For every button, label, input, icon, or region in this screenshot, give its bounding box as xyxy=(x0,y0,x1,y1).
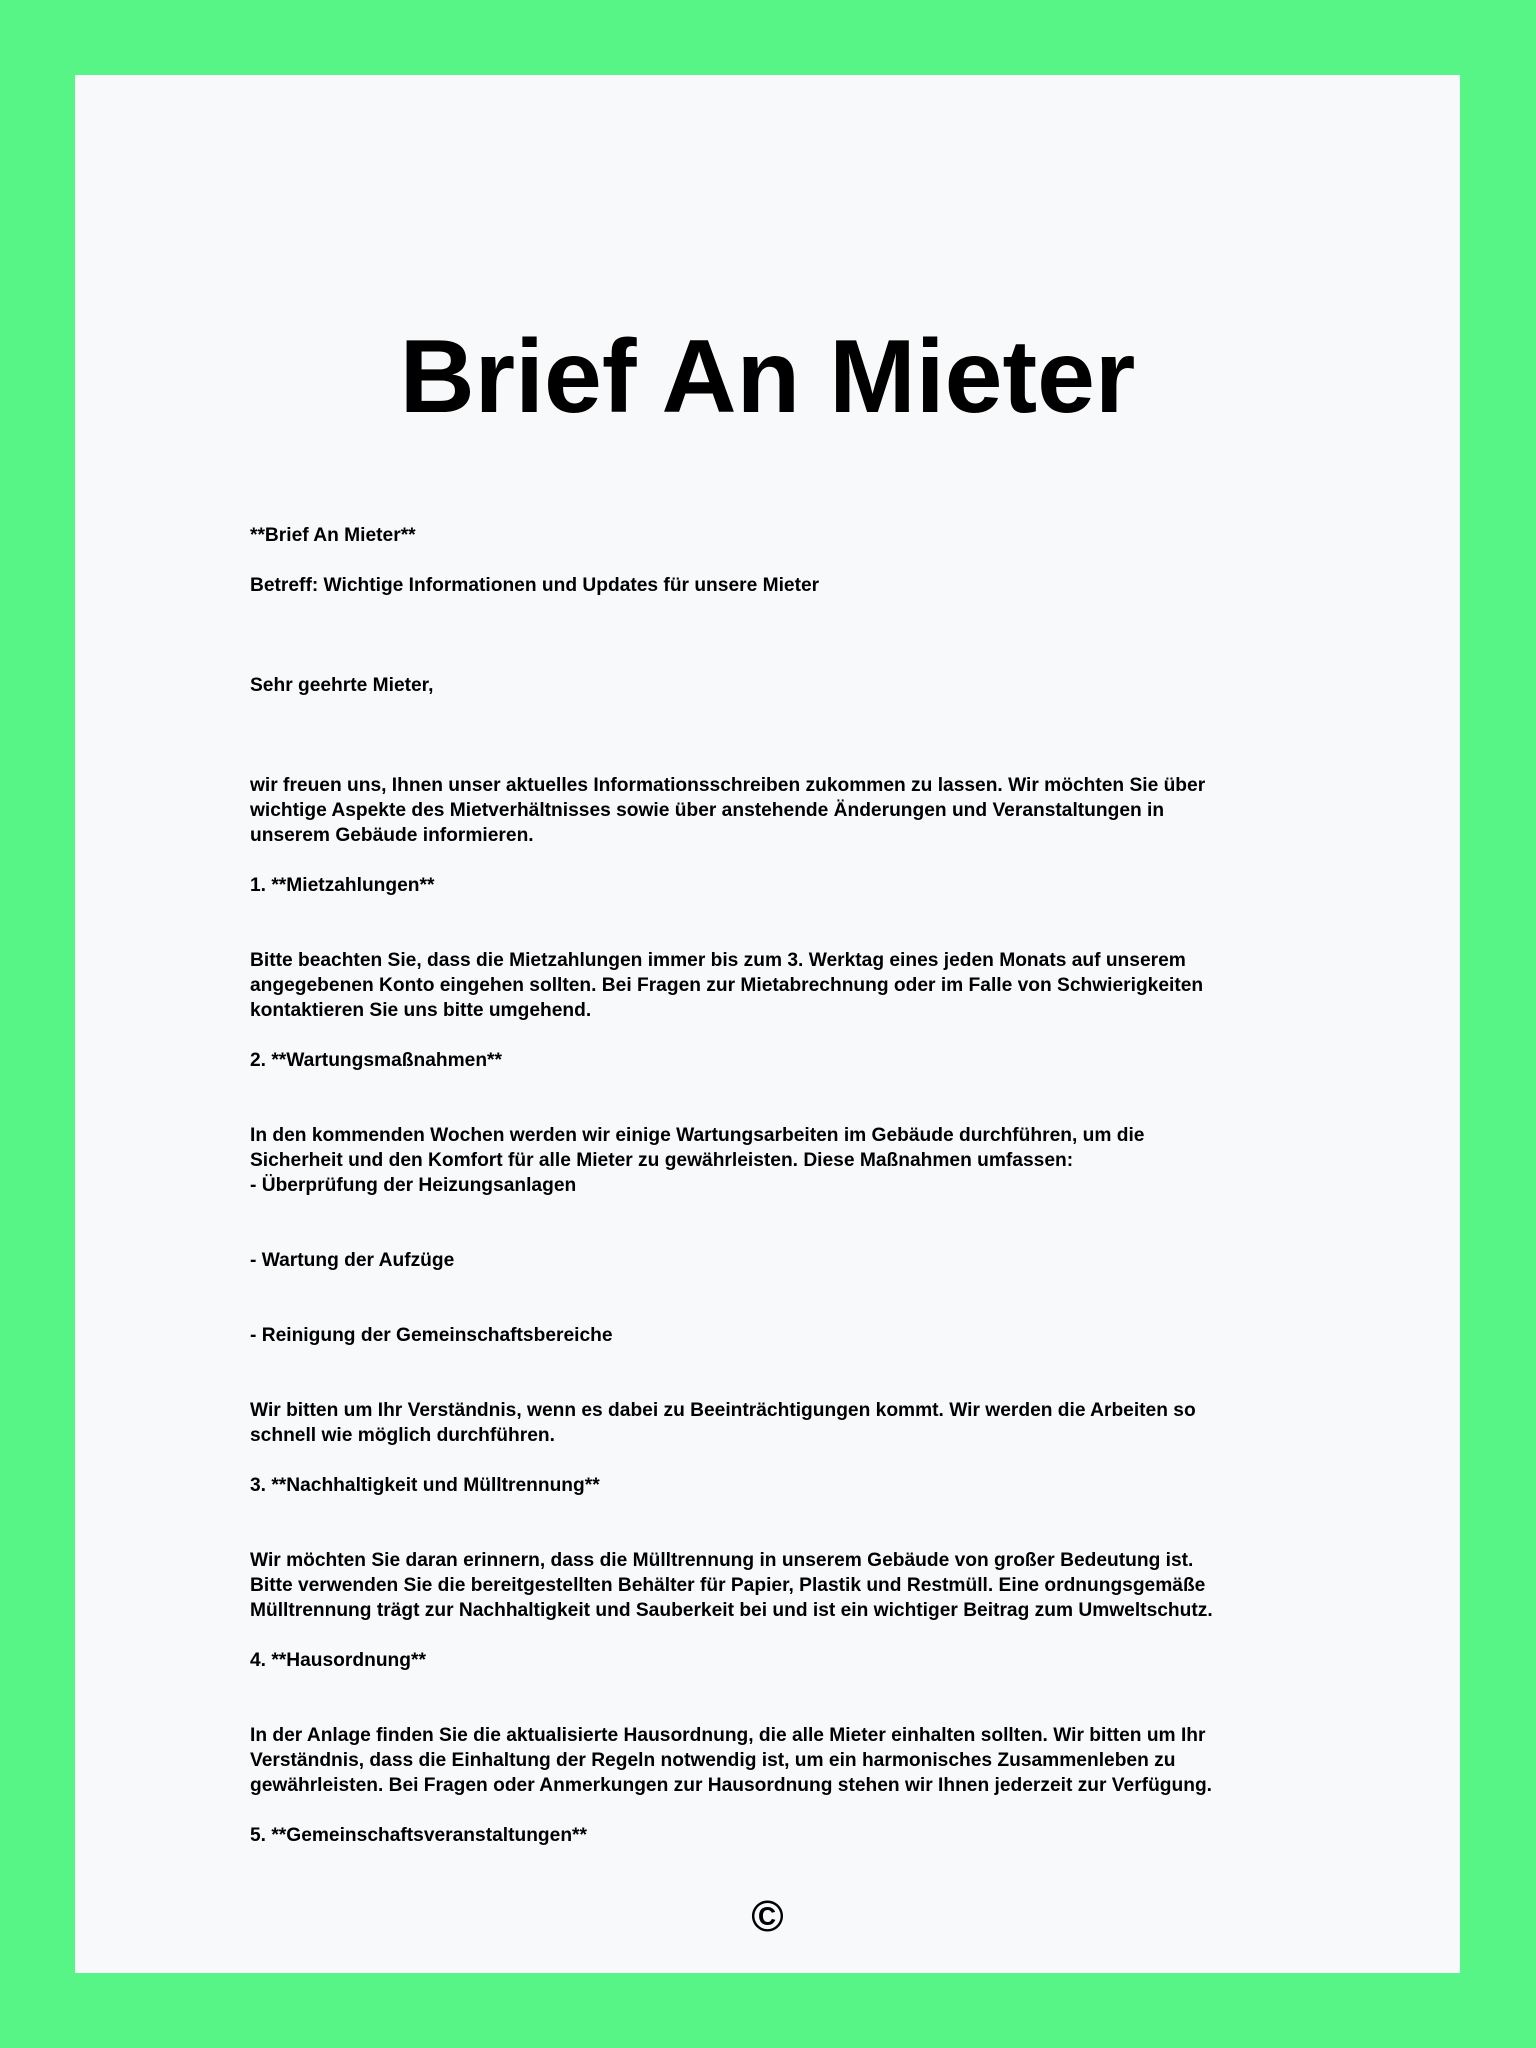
section-paragraph-hausordnung: In der Anlage finden Sie die aktualisierte Hausordnung, die alle Mieter einhalten sollten. Wir bitten um Ihr Verständnis, dass die Einhaltung der Regeln notwendig ist, um ein harmonisches Zusammenleben zu gewährleisten. Bei Fragen oder Anmerkungen zur Hausordnung stehen wir Ihnen jederzeit zur Verfügung. xyxy=(250,1725,1213,1796)
section-heading-mietzahlungen: 1. **Mietzahlungen** xyxy=(250,875,435,896)
intro-paragraph: wir freuen uns, Ihnen unser aktuelles Informationsschreiben zukommen zu lassen. Wir möchten Sie über wichtige Aspekte des Mietverhältnisses sowie über anstehende Änderungen und Veranstaltungen in unserem Gebäude informieren. xyxy=(250,775,1206,846)
letter-page xyxy=(75,75,1460,1973)
section-heading-veranstaltungen: 5. **Gemeinschaftsveranstaltungen** xyxy=(250,1825,587,1846)
section-paragraph-mietzahlungen: Bitte beachten Sie, dass die Mietzahlungen immer bis zum 3. Werktag eines jeden Monats auf unserem angegebenen Konto eingehen sollten. Bei Fragen zur Mietabrechnung oder im Falle von Schwierigkeiten kontaktieren Sie uns bitte umgehend. xyxy=(250,950,1204,1021)
letter-heading: **Brief An Mieter** xyxy=(250,525,416,546)
letter-subject: Betreff: Wichtige Informationen und Updates für unsere Mieter xyxy=(250,575,820,596)
section-paragraph-wartung: In den kommenden Wochen werden wir einige Wartungsarbeiten im Gebäude durchführen, um die Sicherheit und den Komfort für alle Mieter zu gewährleisten. Diese Maßnahmen umfassen: - Überprüfung der Heizungsanlagen xyxy=(250,1123,1290,1198)
section-closing-wartung: Wir bitten um Ihr Verständnis, wenn es dabei zu Beeinträchtigungen kommt. Wir werden die Arbeiten so schnell wie möglich durchführen. xyxy=(250,1400,1196,1446)
section-heading-hausordnung: 4. **Hausordnung** xyxy=(250,1650,426,1671)
list-item: - Überprüfung der Heizungsanlagen xyxy=(250,1175,577,1196)
letter-salutation: Sehr geehrte Mieter, xyxy=(250,675,434,696)
section-paragraph-nachhaltigkeit: Wir möchten Sie daran erinnern, dass die Mülltrennung in unserem Gebäude von großer Bedeutung ist. Bitte verwenden Sie die bereitgestellten Behälter für Papier, Plastik und Restmüll. Eine ordnungsgemäße Mülltrennung trägt zur Nachhaltigkeit und Sauberkeit bei und ist ein wichtiger Beitrag zum Umweltschutz. xyxy=(250,1550,1213,1621)
list-item: - Reinigung der Gemeinschaftsbereiche xyxy=(250,1325,613,1346)
letter-body xyxy=(250,523,1290,1848)
section-heading-nachhaltigkeit: 3. **Nachhaltigkeit und Mülltrennung** xyxy=(250,1475,600,1496)
list-item: - Wartung der Aufzüge xyxy=(250,1250,455,1271)
section-heading-wartung: 2. **Wartungsmaßnahmen** xyxy=(250,1050,502,1071)
copyright-icon: © xyxy=(751,1892,784,1941)
page-title: Brief An Mieter xyxy=(399,319,1136,435)
